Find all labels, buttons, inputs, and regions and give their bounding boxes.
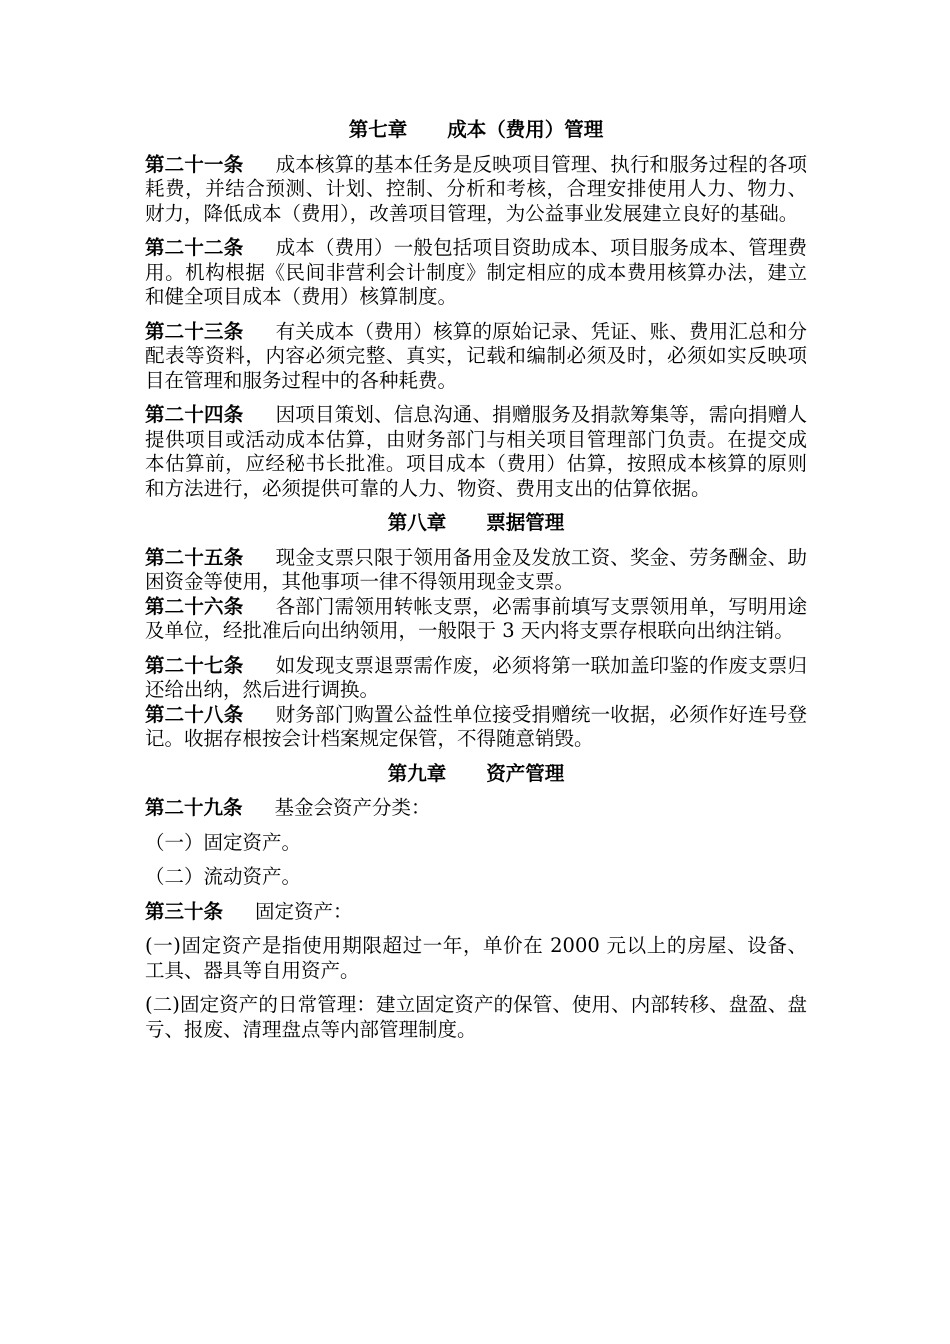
- article-text: 有关成本（费用）核算的原始记录、凭证、账、费用汇总和分配表等资料，内容必须完整、真实，记载和编制必须及时，必须如实反映项目在管理和服务过程中的各种耗费。: [145, 319, 807, 392]
- article-text: 因项目策划、信息沟通、捐赠服务及捐款筹集等，需向捐赠人提供项目或活动成本估算，由财务部门与相关项目管理部门负责。在提交成本估算前，应经秘书长批准。项目成本（费用）估算，按照成本核算的原则和方法进行，必须提供可靠的人力、物资、费用支出的估算依据。: [145, 403, 807, 500]
- article-26: [145, 595, 807, 644]
- list-item: (二)固定资产的日常管理：建立固定资产的保管、使用、内部转移、盘盈、盘亏、报废、清理盘点等内部管理制度。: [145, 993, 807, 1041]
- chapter-7-heading: [145, 118, 807, 143]
- article-label: 第二十三条: [145, 319, 244, 343]
- document-page: [145, 118, 807, 1052]
- article-label: 第二十五条: [145, 545, 244, 569]
- list-item: (一)固定资产是指使用期限超过一年，单价在 2000 元以上的房屋、设备、工具、器具等自用资产。: [145, 934, 807, 982]
- article-text: 现金支票只限于领用备用金及发放工资、奖金、劳务酬金、助困资金等使用，其他事项一律不得领用现金支票。: [145, 545, 807, 593]
- article-text: 成本（费用）一般包括项目资助成本、项目服务成本、管理费用。机构根据《民间非营利会计制度》制定相应的成本费用核算办法，建立和健全项目成本（费用）核算制度。: [145, 236, 807, 308]
- article-24: [145, 403, 807, 501]
- chapter-number: 第八章: [387, 511, 447, 534]
- chapter-number: 第七章: [348, 118, 408, 141]
- article-text: 各部门需领用转帐支票，必需事前填写支票领用单，写明用途及单位，经批准后向出纳领用，一般限于 3 天内将支票存根联向出纳注销。: [145, 594, 807, 642]
- chapter-title: 票据管理: [486, 511, 565, 534]
- article-text: 成本核算的基本任务是反映项目管理、执行和服务过程的各项耗费，并结合预测、计划、控制、分析和考核，合理安排使用人力、物力、财力，降低成本（费用），改善项目管理，为公益事业发展建立良好的基础。: [145, 152, 807, 225]
- list-item: （二）流动资产。: [145, 865, 302, 888]
- article-label: 第二十六条: [145, 594, 244, 618]
- article-text: 固定资产：: [255, 899, 353, 923]
- article-text: 基金会资产分类：: [274, 796, 431, 819]
- article-text: 如发现支票退票需作废，必须将第一联加盖印鉴的作废支票归还给出纳，然后进行调换。: [145, 653, 807, 701]
- article-label: 第三十条: [145, 899, 224, 923]
- article-label: 第二十九条: [145, 796, 243, 819]
- article-label: 第二十八条: [145, 702, 244, 726]
- article-label: 第二十七条: [145, 653, 244, 677]
- article-30: [145, 900, 807, 925]
- chapter-title: 资产管理: [486, 761, 565, 785]
- chapter-8-heading: [145, 511, 807, 536]
- article-label: 第二十一条: [145, 152, 244, 176]
- article-28: [145, 703, 807, 752]
- article-22: [145, 236, 807, 310]
- article-text: 财务部门购置公益性单位接受捐赠统一收据，必须作好连号登记。收据存根按会计档案规定保管，不得随意销毁。: [145, 702, 807, 750]
- article-29: [145, 796, 807, 821]
- list-item: （一）固定资产。: [145, 830, 302, 854]
- article-label: 第二十四条: [145, 403, 244, 426]
- chapter-title: 成本（费用）管理: [447, 118, 604, 141]
- chapter-9-heading: [145, 762, 807, 787]
- article-25: [145, 546, 807, 595]
- article-label: 第二十二条: [145, 236, 244, 259]
- article-21: [145, 153, 807, 227]
- article-23: [145, 320, 807, 394]
- article-27: [145, 654, 807, 703]
- chapter-number: 第九章: [387, 761, 447, 785]
